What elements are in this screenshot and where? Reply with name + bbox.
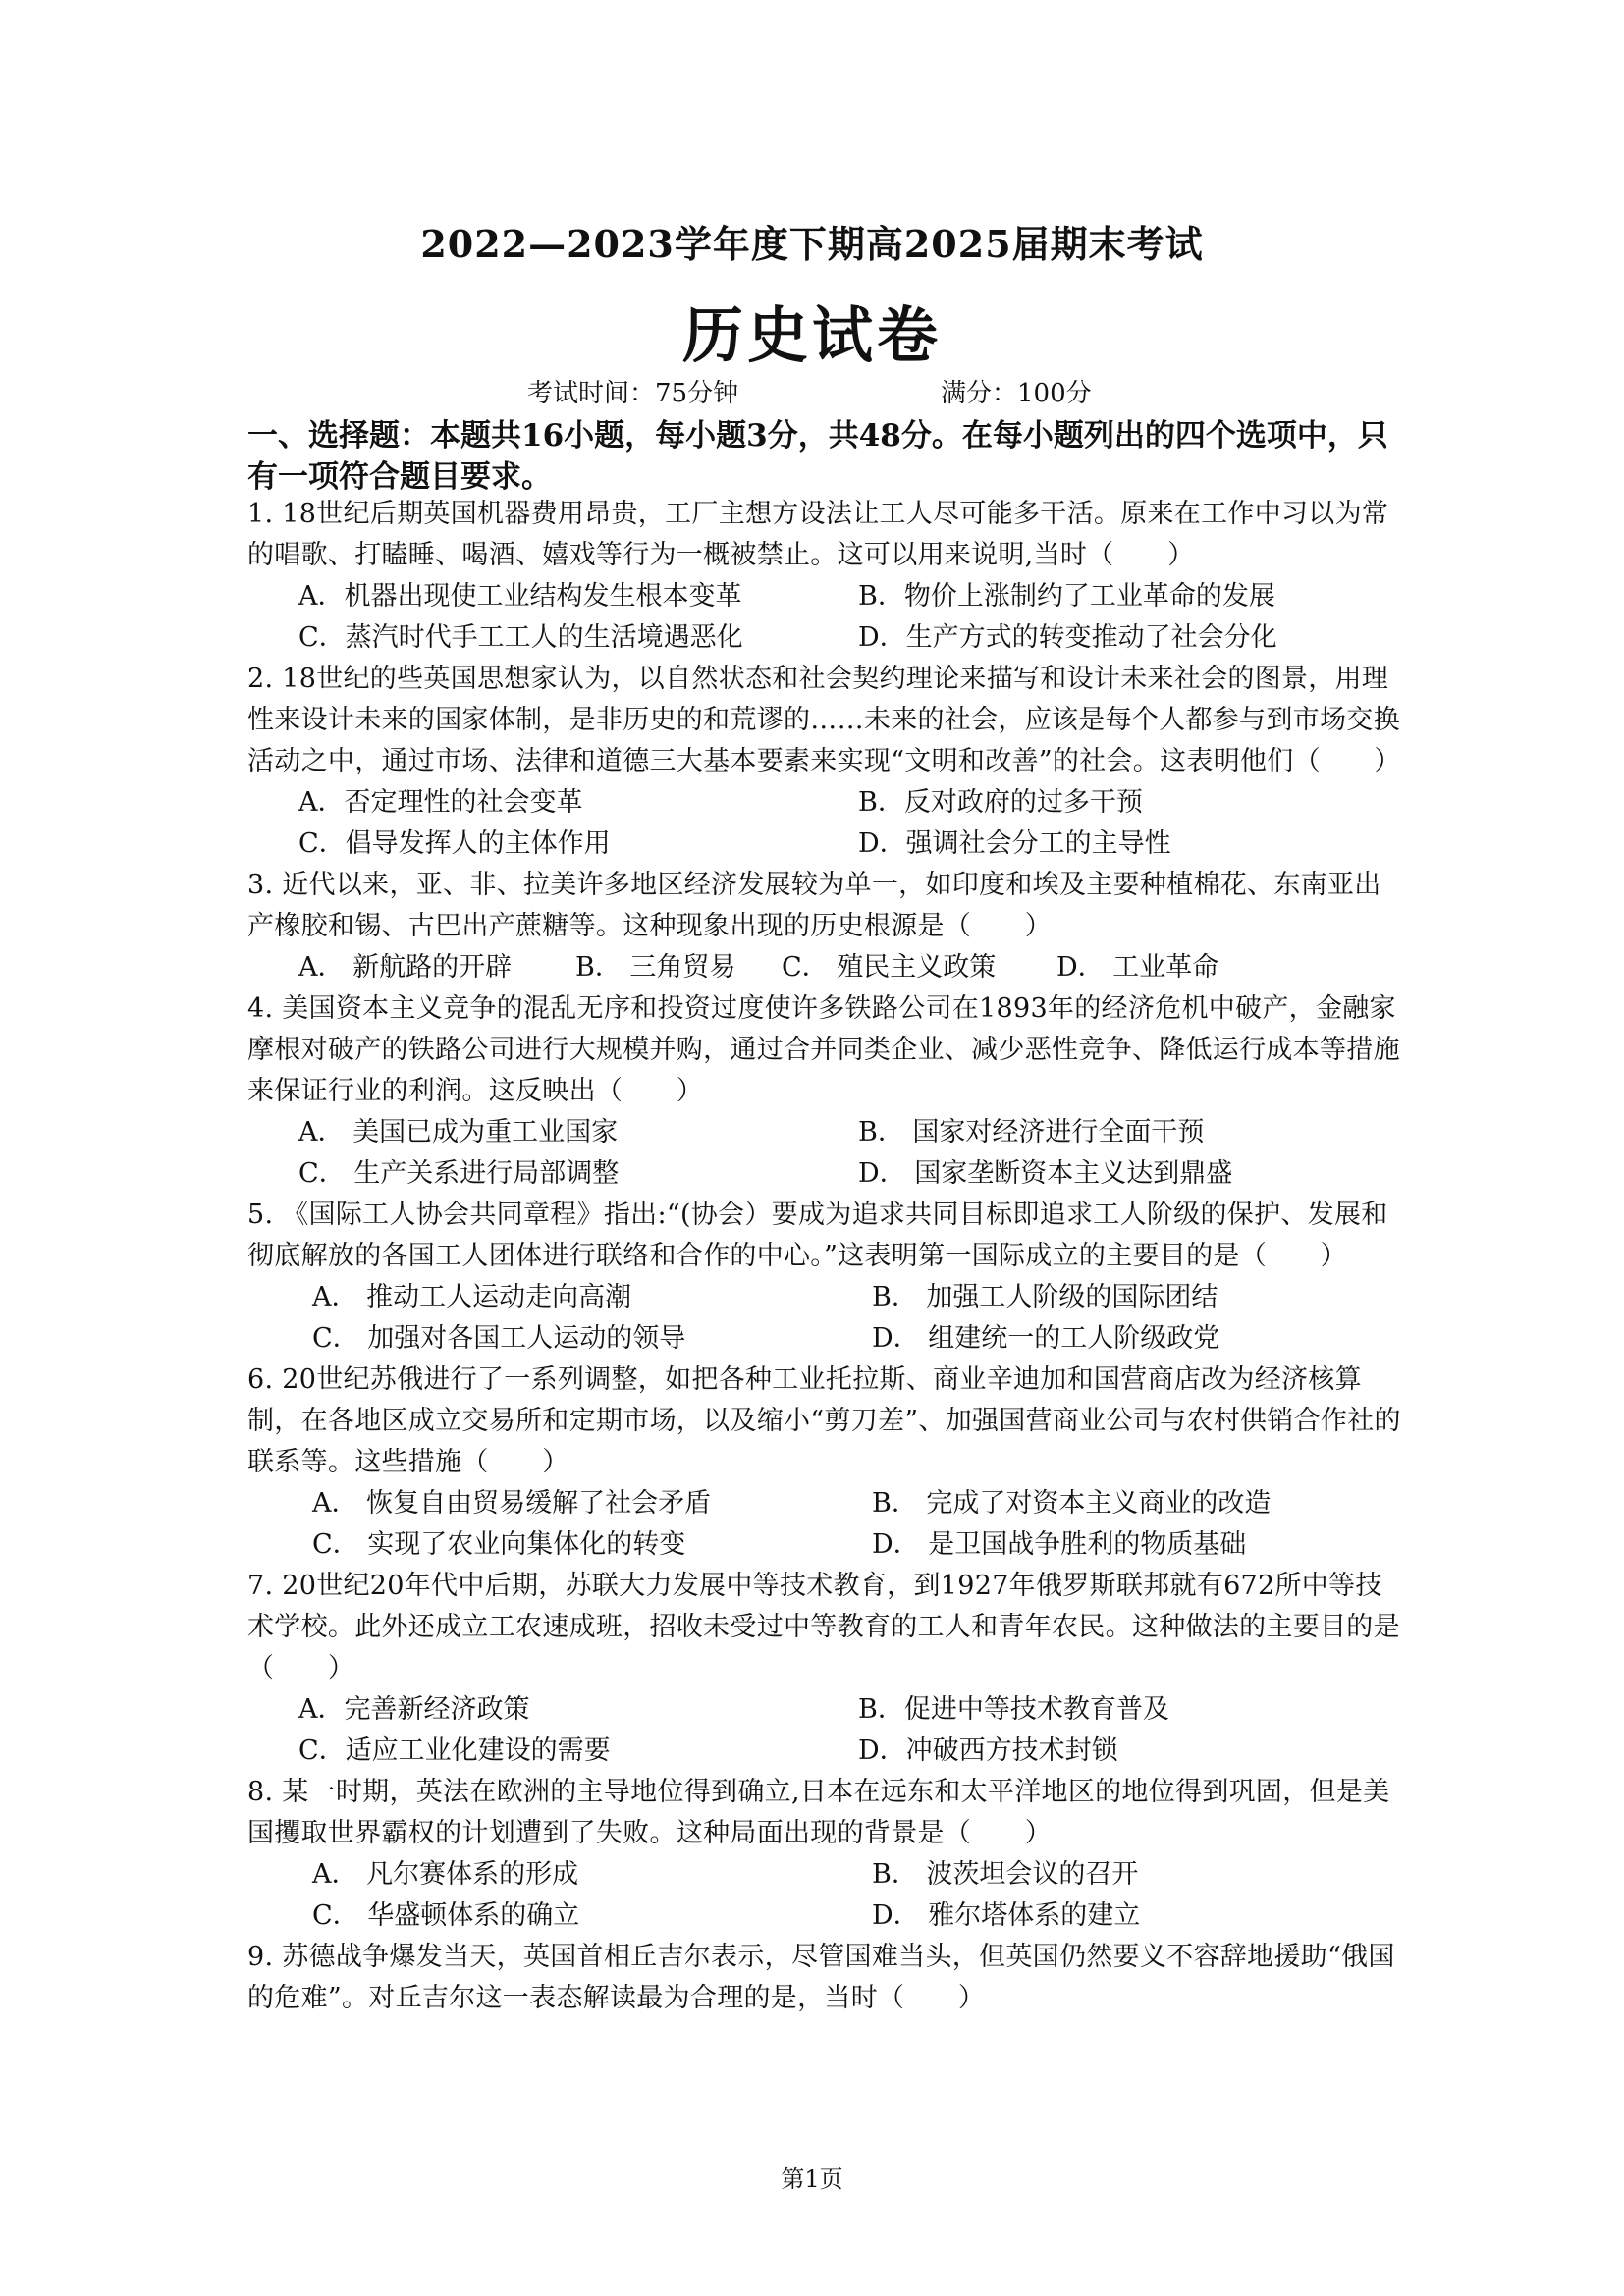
option-b: B． 波茨坦会议的召开 xyxy=(872,1859,1139,1890)
option-c: C．蒸汽时代手工工人的生活境遇恶化 xyxy=(298,622,743,653)
question-9 xyxy=(247,1937,1406,2019)
option-a: A． 凡尔赛体系的形成 xyxy=(312,1859,579,1890)
question-2 xyxy=(247,659,1406,865)
option-d: D． 雅尔塔体系的建立 xyxy=(872,1900,1141,1931)
question-5 xyxy=(247,1195,1406,1360)
question-stem: 7. 20世纪20年代中后期，苏联大力发展中等技术教育，到1927年俄罗斯联邦就有672所中等技术学校。此外还成立工农速成班，招收未受过中等教育的工人和青年农民。这种做法的主要目的是（ ） xyxy=(247,1571,1400,1683)
option-d: D． 组建统一的工人阶级政党 xyxy=(872,1323,1220,1354)
page-number: 第1页 xyxy=(781,2165,843,2193)
option-b: B． 加强工人阶级的国际团结 xyxy=(872,1282,1218,1312)
full-score: 满分：100分 xyxy=(941,379,1092,408)
exam-subject-title: 历史试卷 xyxy=(681,299,942,371)
option-c: C． 生产关系进行局部调整 xyxy=(298,1158,620,1189)
question-options xyxy=(247,1689,1406,1772)
question-options xyxy=(247,782,1406,865)
question-stem: 8. 某一时期，英法在欧洲的主导地位得到确立,日本在远东和太平洋地区的地位得到巩固，但是美国攫取世界霸权的计划遭到了失败。这种局面出现的背景是（ ） xyxy=(247,1777,1390,1848)
option-d: D． 工业革命 xyxy=(1056,952,1219,983)
option-a: A．机器出现使工业结构发生根本变革 xyxy=(298,581,742,612)
question-stem: 5. 《国际工人协会共同章程》指出:“(协会）要成为追求共同目标即追求工人阶级的保护、发展和彻底解放的各国工人团体进行联络和合作的中心。”这表明第一国际成立的主要目的是（ ） xyxy=(247,1200,1388,1271)
question-options xyxy=(247,1854,1406,1937)
question-stem: 2. 18世纪的些英国思想家认为，以自然状态和社会契约理论来描写和设计未来社会的图景，用理性来设计未来的国家体制，是非历史的和荒谬的……未来的社会，应该是每个人都参与到市场交换活动之中，通过市场、法律和道德三大基本要素来实现“文明和改善”的社会。这表明他们（ ） xyxy=(247,664,1401,776)
option-a: A． 美国已成为重工业国家 xyxy=(298,1117,619,1148)
option-c: C． 实现了农业向集体化的转变 xyxy=(312,1529,686,1560)
option-c: C． 殖民主义政策 xyxy=(782,952,997,983)
question-1 xyxy=(247,494,1406,659)
option-d: D． 国家垄断资本主义达到鼎盛 xyxy=(858,1158,1233,1189)
question-list xyxy=(247,494,1406,2019)
question-6 xyxy=(247,1360,1406,1566)
question-options xyxy=(247,1483,1406,1566)
question-7 xyxy=(247,1566,1406,1772)
option-c: C． 加强对各国工人运动的领导 xyxy=(312,1323,686,1354)
option-a: A． 新航路的开辟 xyxy=(298,952,513,983)
question-stem: 3. 近代以来，亚、非、拉美许多地区经济发展较为单一，如印度和埃及主要种植棉花、东南亚出产橡胶和锡、古巴出产蔗糖等。这种现象出现的历史根源是（ ） xyxy=(247,870,1381,941)
option-d: D．生产方式的转变推动了社会分化 xyxy=(858,622,1277,653)
option-d: D． 是卫国战争胜利的物质基础 xyxy=(872,1529,1247,1560)
option-d: D．冲破西方技术封锁 xyxy=(858,1735,1118,1766)
option-a: A．完善新经济政策 xyxy=(298,1694,530,1725)
option-a: A． 恢复自由贸易缓解了社会矛盾 xyxy=(312,1488,712,1519)
exam-meta xyxy=(0,373,1624,408)
question-options xyxy=(247,1277,1406,1360)
option-b: B．促进中等技术教育普及 xyxy=(858,1694,1169,1725)
option-c: C． 华盛顿体系的确立 xyxy=(312,1900,580,1931)
section-heading: 一、选择题：本题共16小题，每小题3分，共48分。在每小题列出的四个选项中，只有一项符合题目要求。 xyxy=(247,418,1388,495)
question-4 xyxy=(247,988,1406,1195)
option-b: B．物价上涨制约了工业革命的发展 xyxy=(858,581,1275,612)
question-stem: 1. 18世纪后期英国机器费用昂贵，工厂主想方设法让工人尽可能多干活。原来在工作中习以为常的唱歌、打瞌睡、喝酒、嬉戏等行为一概被禁止。这可以用来说明,当时（ ） xyxy=(247,499,1389,570)
question-3 xyxy=(247,865,1406,988)
question-8 xyxy=(247,1772,1406,1937)
question-options xyxy=(247,1112,1406,1195)
question-options xyxy=(247,947,1406,988)
option-a: A． 推动工人运动走向高潮 xyxy=(312,1282,632,1312)
option-a: A．否定理性的社会变革 xyxy=(298,787,583,818)
exam-time: 考试时间：75分钟 xyxy=(527,379,739,408)
option-c: C．适应工业化建设的需要 xyxy=(298,1735,611,1766)
option-b: B． 完成了对资本主义商业的改造 xyxy=(872,1488,1272,1519)
exam-title: 2022—2023学年度下期高2025届期末考试 xyxy=(420,222,1204,266)
option-d: D．强调社会分工的主导性 xyxy=(858,828,1171,859)
question-stem: 6. 20世纪苏俄进行了一系列调整，如把各种工业托拉斯、商业辛迪加和国营商店改为经济核算制，在各地区成立交易所和定期市场，以及缩小“剪刀差”、加强国营商业公司与农村供销合作社的联系等。这些措施（ ） xyxy=(247,1364,1401,1477)
question-stem: 9. 苏德战争爆发当天，英国首相丘吉尔表示，尽管国难当头，但英国仍然要义不容辞地援助“俄国的危难”。对丘吉尔这一表态解读最为合理的是，当时（ ） xyxy=(247,1942,1395,2013)
option-b: B． 国家对经济进行全面干预 xyxy=(858,1117,1205,1148)
option-c: C．倡导发挥人的主体作用 xyxy=(298,828,611,859)
question-stem: 4. 美国资本主义竞争的混乱无序和投资过度使许多铁路公司在1893年的经济危机中破产，金融家摩根对破产的铁路公司进行大规模并购，通过合并同类企业、减少恶性竞争、降低运行成本等措施来保证行业的利润。这反映出（ ） xyxy=(247,993,1400,1106)
question-options xyxy=(247,576,1406,659)
option-b: B． 三角贸易 xyxy=(575,952,736,983)
option-b: B．反对政府的过多干预 xyxy=(858,787,1143,818)
